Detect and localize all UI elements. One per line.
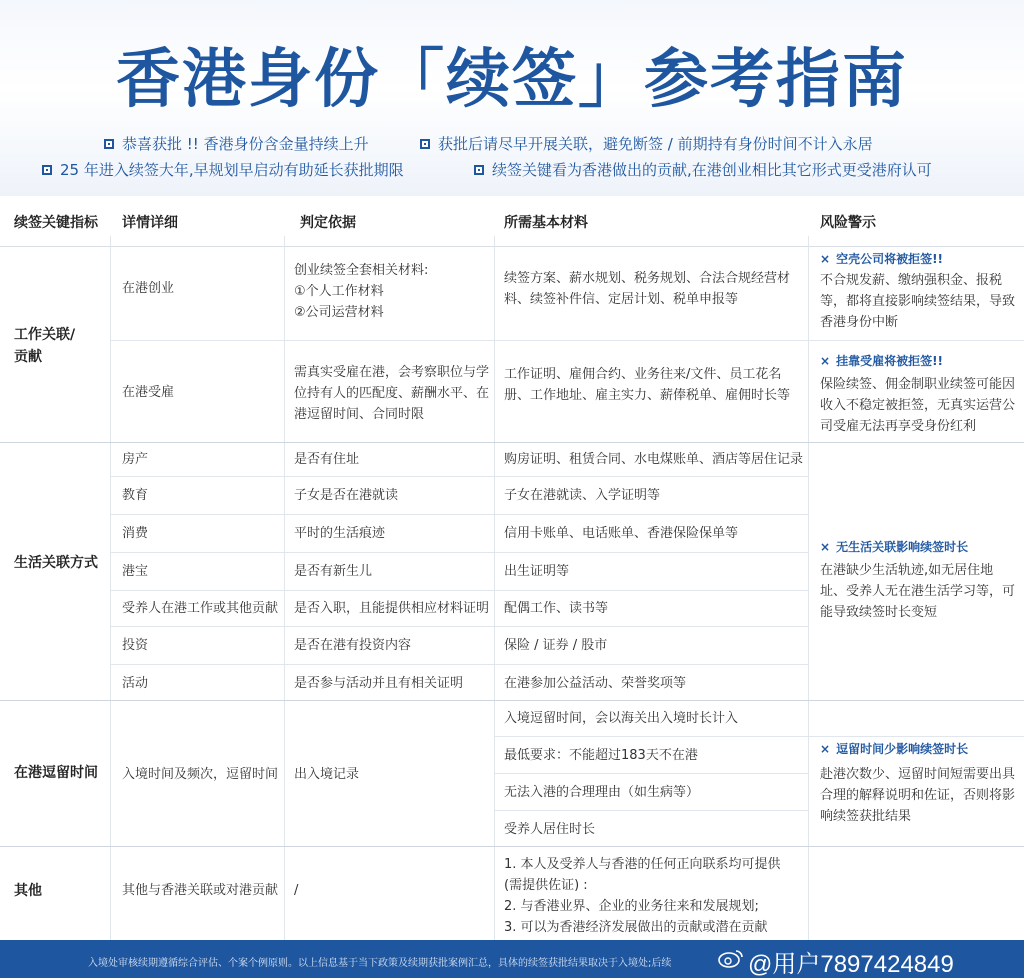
row-divider xyxy=(0,846,1024,847)
group-label-stay: 在港逗留时间 xyxy=(14,765,98,781)
row-divider xyxy=(110,590,808,591)
warning-title: × 空壳公司将被拒签!! xyxy=(820,252,944,266)
bullet-item: 续签关键看为香港做出的贡献,在港创业相比其它形式更受港府认可 xyxy=(474,160,932,180)
basis-cell: 是否有住址 xyxy=(294,452,360,467)
basis-cell: 是否在港有投资内容 xyxy=(294,638,412,653)
square-bullet-icon xyxy=(42,165,52,175)
row-divider xyxy=(0,442,1024,443)
column-header: 续签关键指标 xyxy=(14,215,98,231)
square-bullet-icon xyxy=(474,165,484,175)
row-divider xyxy=(0,700,1024,701)
group-label-other: 其他 xyxy=(14,883,42,899)
row-divider xyxy=(110,626,808,627)
detail-cell: 港宝 xyxy=(122,564,149,579)
basis-cell: 出入境记录 xyxy=(294,767,360,782)
warning-title: × 挂靠受雇将被拒签!! xyxy=(820,354,944,368)
detail-cell: 在港创业 xyxy=(122,281,175,296)
row-divider xyxy=(110,340,1024,341)
column-divider xyxy=(284,236,285,940)
materials-cell: 无法入港的合理理由（如生病等） xyxy=(504,785,700,800)
bullet-item: 恭喜获批 !! 香港身份含金量持续上升 xyxy=(104,134,369,154)
detail-cell: 房产 xyxy=(122,452,149,467)
basis-cell: 是否有新生儿 xyxy=(294,564,373,579)
materials-cell: 最低要求：不能超过183天不在港 xyxy=(504,748,698,763)
materials-cell: 子女在港就读、入学证明等 xyxy=(504,488,661,503)
row-divider xyxy=(494,773,808,774)
basis-cell: 是否参与活动并且有相关证明 xyxy=(294,676,464,691)
materials-cell: 配偶工作、读书等 xyxy=(504,601,609,616)
weibo-icon xyxy=(718,948,744,968)
x-mark-icon: × xyxy=(820,252,831,266)
materials-cell: 在港参加公益活动、荣誉奖项等 xyxy=(504,676,687,691)
basis-cell: 创业续签全套相关材料: ①个人工作材料 ②公司运营材料 xyxy=(294,263,429,320)
square-bullet-icon xyxy=(420,139,430,149)
page-title: 香港身份「续签」参考指南 xyxy=(116,43,908,117)
materials-cell: 保险 / 证券 / 股市 xyxy=(504,638,608,653)
bullet-item: 25 年进入续签大年,早规划早启动有助延长获批期限 xyxy=(42,160,404,180)
row-divider xyxy=(494,736,1024,737)
detail-cell: 投资 xyxy=(122,638,149,653)
basis-cell: 子女是否在港就读 xyxy=(294,488,399,503)
detail-cell: 活动 xyxy=(122,676,149,691)
materials-cell: 工作证明、雇佣合约、业务往来/文件、员工花名册、工作地址、雇主实力、薪俸税单、雇佣时长等 xyxy=(504,367,791,403)
row-divider xyxy=(110,664,808,665)
row-divider xyxy=(110,514,808,515)
column-divider xyxy=(110,236,111,940)
x-mark-icon: × xyxy=(820,742,831,756)
materials-cell: 受养人居住时长 xyxy=(504,822,596,837)
column-divider xyxy=(494,236,495,940)
column-header: 所需基本材料 xyxy=(504,215,588,231)
square-bullet-icon xyxy=(104,139,114,149)
detail-cell: 入境时间及频次，逗留时间 xyxy=(122,767,279,782)
disclaimer-text: 入境处审核续期遵循综合评估、个案个例原则。以上信息基于当下政策及续期获批案例汇总，具体的续签获批结果取决于入境处;后续 xyxy=(88,958,672,969)
footer-disclaimer xyxy=(0,940,1024,978)
detail-cell: 受养人在港工作或其他贡献 xyxy=(122,601,279,616)
table-header xyxy=(0,196,1024,247)
basis-cell: 平时的生活痕迹 xyxy=(294,526,386,541)
detail-cell: 教育 xyxy=(122,488,149,503)
header-banner xyxy=(0,0,1024,196)
x-mark-icon: × xyxy=(820,354,831,368)
warning-title: × 无生活关联影响续签时长 xyxy=(820,540,969,554)
materials-cell: 出生证明等 xyxy=(504,564,570,579)
warning-text: 不合规发薪、缴纳强积金、报税等，都将直接影响续签结果，导致香港身份中断 xyxy=(820,273,1016,330)
group-label-life: 生活关联方式 xyxy=(14,555,98,571)
materials-cell: 入境逗留时间，会以海关出入境时长计入 xyxy=(504,711,739,726)
warning-text: 在港缺少生活轨迹,如无居住地址、受养人无在港生活学习等，可能导致续签时长变短 xyxy=(820,563,1016,620)
materials-cell: 购房证明、租赁合同、水电煤账单、酒店等居住记录 xyxy=(504,452,804,467)
basis-cell: / xyxy=(294,883,299,898)
column-header: 详情详细 xyxy=(122,215,178,231)
basis-cell: 是否入职，且能提供相应材料证明 xyxy=(294,601,490,616)
watermark-text: @用户7897424849 xyxy=(748,951,954,978)
column-divider xyxy=(808,236,809,940)
row-divider xyxy=(110,552,808,553)
warning-title: × 逗留时间少影响续签时长 xyxy=(820,742,969,756)
bullet-item: 获批后请尽早开展关联，避免断签 / 前期持有身份时间不计入永居 xyxy=(420,134,873,154)
x-mark-icon: × xyxy=(820,540,831,554)
materials-cell: 1. 本人及受养人与香港的任何正向联系均可提供 (需提供佐证) : 2. 与香港业界、企业的业务往来和发展规划; 3. 可以为香港经济发展做出的贡献或潜在贡献 xyxy=(504,857,781,935)
warning-text: 赴港次数少、逗留时间短需要出具合理的解释说明和佐证，否则将影响续签获批结果 xyxy=(820,767,1016,824)
detail-cell: 消费 xyxy=(122,526,149,541)
row-divider xyxy=(110,476,808,477)
materials-cell: 信用卡账单、电话账单、香港保险保单等 xyxy=(504,526,739,541)
detail-cell: 其他与香港关联或对港贡献 xyxy=(122,883,279,898)
materials-cell: 续签方案、薪水规划、税务规划、合法合规经营材料、续签补件信、定居计划、税单申报等 xyxy=(504,271,791,307)
group-label-work: 工作关联/ 贡献 xyxy=(14,327,76,365)
column-header: 判定依据 xyxy=(300,215,356,231)
basis-cell: 需真实受雇在港，会考察职位与学位持有人的匹配度、薪酬水平、在港逗留时间、合同时限 xyxy=(294,365,490,422)
warning-text: 保险续签、佣金制职业续签可能因收入不稳定被拒签，无真实运营公司受雇无法再享受身份红利 xyxy=(820,377,1016,434)
detail-cell: 在港受雇 xyxy=(122,385,175,400)
column-header: 风险警示 xyxy=(820,215,876,231)
row-divider xyxy=(494,810,808,811)
